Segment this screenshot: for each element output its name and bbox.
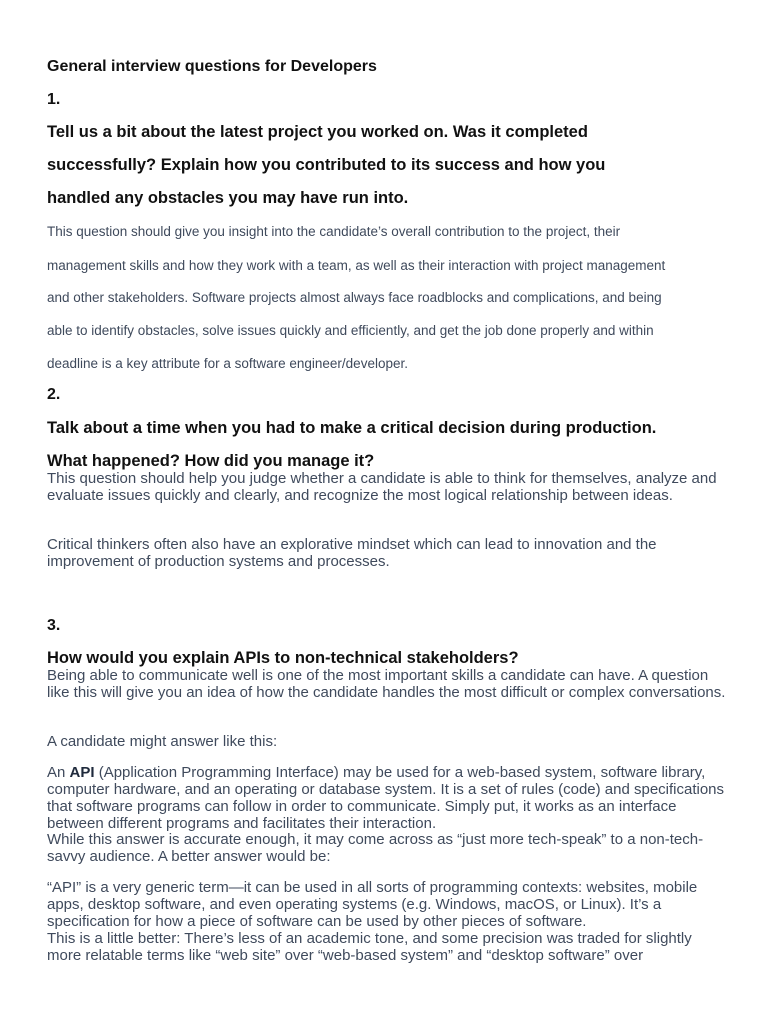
answer-3-paragraph-4: While this answer is accurate enough, it may come across as “just more tech-speak” to a non-tech-savvy audience. A better answer would be:: [47, 831, 704, 865]
question-2-line-1: Talk about a time when you had to make a critical decision during production.: [47, 419, 657, 437]
api-definition: (Application Programming Interface) may be used for a web-based system, software library, computer hardware, and an operating or database system. It is a set of rules (code) and specifications that software programs can follow in order to communicate. Simply put, it works as an interface between different programs and facilitates their interaction.: [47, 764, 725, 832]
api-term: API: [69, 764, 95, 781]
answer-3-paragraph-1: Being able to communicate well is one of the most important skills a candidate can have. A question like this will give you an idea of how the candidate handles the most difficult or complex conversations.: [47, 667, 726, 701]
answer-1-line-2: management skills and how they work with a team, as well as their interaction with project management: [47, 258, 666, 273]
api-prefix: An: [47, 764, 70, 781]
question-3-heading: How would you explain APIs to non-technical stakeholders?: [47, 649, 519, 667]
question-3-number: 3.: [47, 617, 61, 634]
answer-1-line-4: able to identify obstacles, solve issues quickly and efficiently, and get the job done properly and within: [47, 323, 654, 338]
answer-3-paragraph-6: This is a little better: There’s less of an academic tone, and some precision was traded for slightly more relatable terms like “web site” over “web-based system” and “desktop software” over: [47, 930, 692, 964]
answer-1-line-5: deadline is a key attribute for a software engineer/developer.: [47, 356, 408, 371]
question-1-line-1: Tell us a bit about the latest project you worked on. Was it completed: [47, 123, 588, 141]
question-1-number: 1.: [47, 91, 61, 108]
answer-3-paragraph-2: A candidate might answer like this:: [47, 733, 278, 750]
answer-1-line-1: This question should give you insight into the candidate’s overall contribution to the project, their: [47, 224, 621, 239]
question-1-line-2: successfully? Explain how you contributed to its success and how you: [47, 156, 606, 174]
answer-3-paragraph-5: “API” is a very generic term—it can be used in all sorts of programming contexts: websites, mobile apps, desktop software, and even operating systems (e.g. Windows, macOS, or Linux). It’s a specification for how a piece of software can be used by other pieces of software.: [47, 879, 698, 930]
answer-1-line-3: and other stakeholders. Software projects almost always face roadblocks and complications, and being: [47, 290, 662, 305]
answer-2-paragraph-1: This question should help you judge whether a candidate is able to think for themselves, analyze and evaluate issues quickly and clearly, and recognize the most logical relationship between ideas.: [47, 470, 717, 504]
answer-3-paragraph-3: [47, 764, 727, 832]
question-1-line-3: handled any obstacles you may have run into.: [47, 189, 409, 207]
question-2-number: 2.: [47, 386, 61, 403]
question-2-line-2: What happened? How did you manage it?: [47, 452, 375, 470]
answer-2-paragraph-2: Critical thinkers often also have an explorative mindset which can lead to innovation and the improvement of production systems and processes.: [47, 536, 657, 570]
document-title: General interview questions for Developers: [47, 58, 377, 75]
